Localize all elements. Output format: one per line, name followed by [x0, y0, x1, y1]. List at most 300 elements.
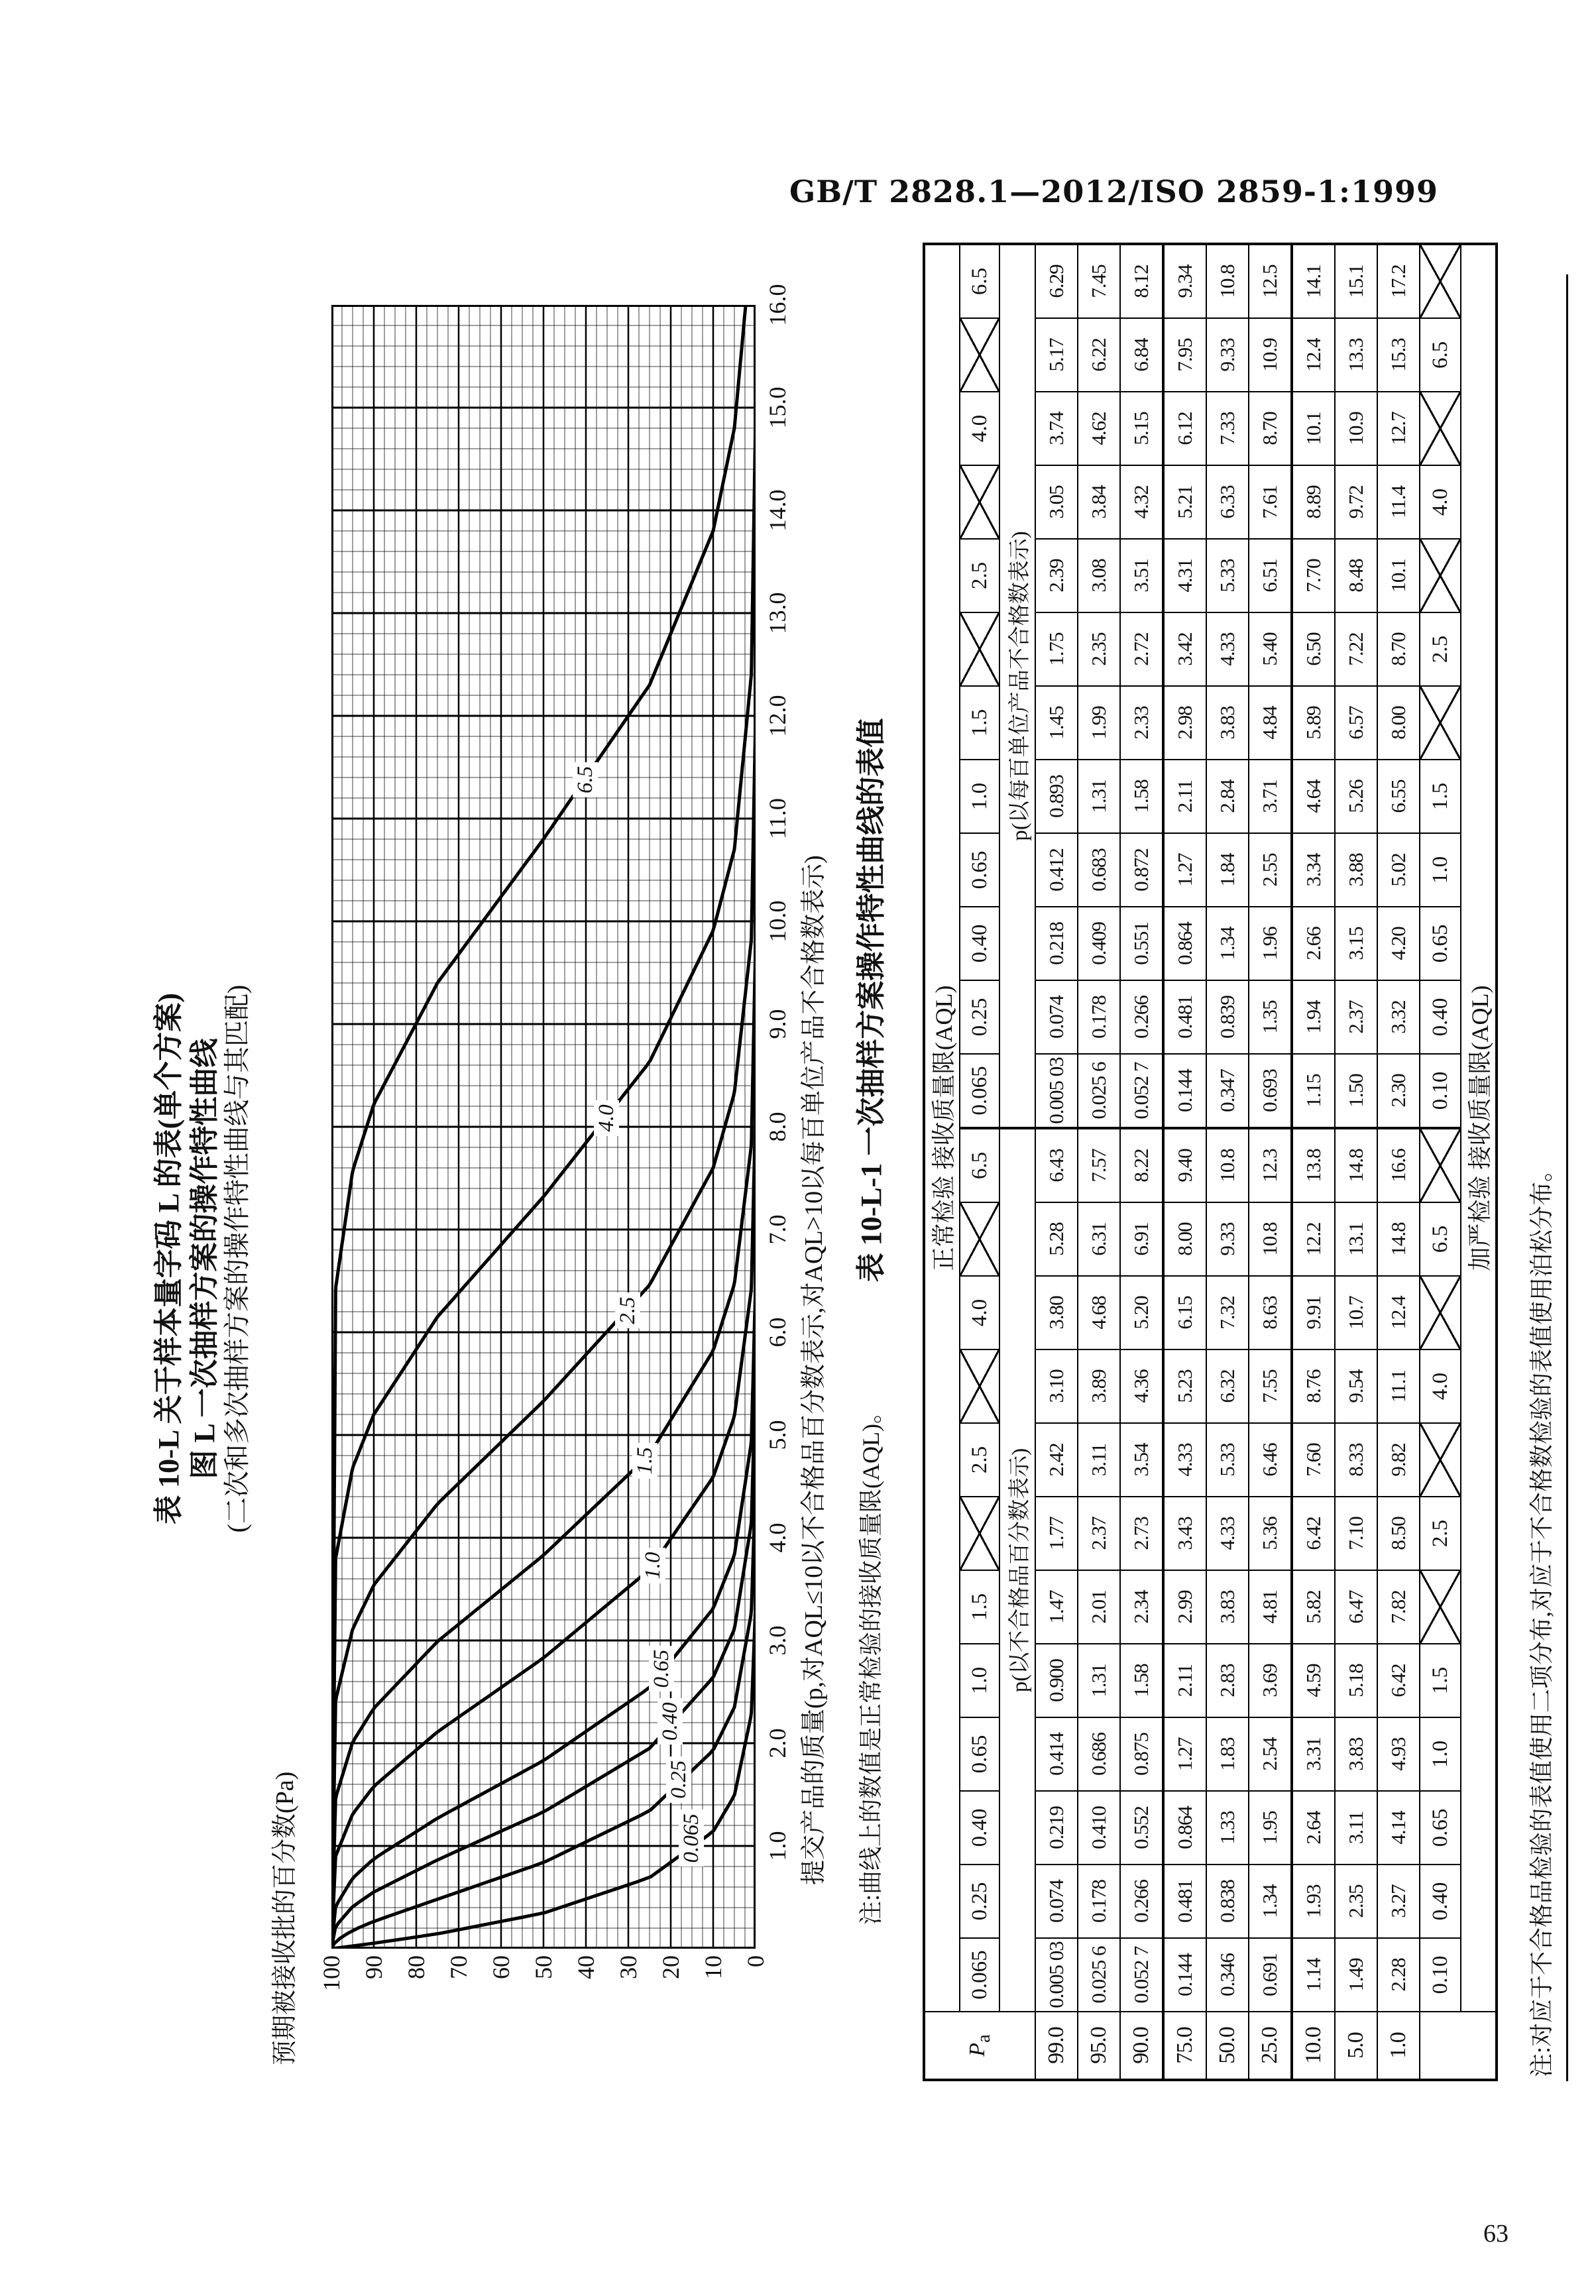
- oc-value-cell: 0.691: [1249, 1938, 1292, 2012]
- x-axis-caption: 提交产品的质量(p,对AQL≤10以不合格品百分数表示,对AQL>10以每百单位产品不合格数表示): [800, 855, 828, 1885]
- x-tick-label: 9.0: [764, 1009, 791, 1039]
- oc-value-cell: 12.3: [1249, 1128, 1292, 1202]
- oc-value-cell: 0.218: [1035, 907, 1078, 980]
- y-tick-label: 20: [657, 1955, 684, 1979]
- oc-value-cell: 3.89: [1078, 1349, 1120, 1423]
- oc-value-cell: 2.84: [1206, 760, 1249, 833]
- normal-aql-cell: 6.5: [960, 1128, 999, 1202]
- oc-value-cell: 0.893: [1035, 760, 1078, 833]
- p-subheader: p(以不合格品百分数表示): [999, 1128, 1035, 2012]
- oc-value-cell: 1.58: [1120, 1644, 1163, 1717]
- oc-value-cell: 5.40: [1249, 612, 1292, 686]
- oc-value-cell: 7.95: [1163, 318, 1206, 392]
- oc-value-cell: 5.26: [1335, 760, 1377, 833]
- oc-values-table: [923, 243, 1498, 2081]
- oc-value-cell: 8.33: [1335, 1423, 1377, 1497]
- oc-value-cell: 4.14: [1377, 1791, 1420, 1865]
- oc-value-cell: 2.34: [1120, 1570, 1163, 1644]
- pa-row-label: 25.0: [1249, 2012, 1292, 2080]
- oc-value-cell: 12.2: [1292, 1202, 1335, 1276]
- oc-value-cell: 2.72: [1120, 612, 1163, 686]
- oc-value-cell: 0.481: [1163, 1865, 1206, 1938]
- oc-value-cell: 13.3: [1335, 318, 1377, 392]
- oc-value-cell: 7.45: [1078, 244, 1120, 318]
- x-tick-label: 8.0: [764, 1112, 791, 1142]
- oc-value-cell: 0.025 6: [1078, 1938, 1120, 2012]
- oc-value-cell: 4.36: [1120, 1349, 1163, 1423]
- oc-value-cell: 3.83: [1206, 1570, 1249, 1644]
- pa-row-label: 5.0: [1335, 2012, 1377, 2080]
- curve-label-2.5: 2.5: [615, 1292, 640, 1328]
- oc-value-cell: 0.864: [1163, 907, 1206, 980]
- normal-aql-cell: [960, 612, 999, 686]
- oc-value-cell: 4.31: [1163, 539, 1206, 612]
- oc-value-cell: 2.99: [1163, 1570, 1206, 1644]
- oc-value-cell: 3.31: [1292, 1717, 1335, 1791]
- oc-value-cell: 10.9: [1335, 392, 1377, 465]
- oc-value-cell: 3.11: [1078, 1423, 1120, 1497]
- oc-value-cell: 6.43: [1035, 1128, 1078, 1202]
- x-tick-label: 16.0: [764, 284, 791, 326]
- oc-value-cell: 15.3: [1377, 318, 1420, 392]
- oc-value-cell: 3.15: [1335, 907, 1377, 980]
- oc-value-cell: 9.34: [1163, 244, 1206, 318]
- normal-aql-cell: 1.0: [960, 1644, 999, 1717]
- oc-value-cell: 2.64: [1292, 1791, 1335, 1865]
- oc-value-cell: 3.34: [1292, 833, 1335, 907]
- oc-value-cell: 1.77: [1035, 1497, 1078, 1570]
- oc-value-cell: 4.68: [1078, 1276, 1120, 1349]
- normal-aql-cell: 6.5: [960, 244, 999, 318]
- normal-aql-cell: 0.65: [960, 1717, 999, 1791]
- oc-value-cell: 4.33: [1206, 612, 1249, 686]
- oc-value-cell: 14.1: [1292, 244, 1335, 318]
- oc-value-cell: 8.50: [1377, 1497, 1420, 1570]
- oc-value-cell: 0.052 7: [1120, 1938, 1163, 2012]
- oc-value-cell: 5.36: [1249, 1497, 1292, 1570]
- oc-value-cell: 7.82: [1377, 1570, 1420, 1644]
- oc-value-cell: 0.178: [1078, 1865, 1120, 1938]
- figure-title-line3: (二次和多次抽样方案的操作特性曲线与其匹配): [222, 984, 252, 1533]
- oc-table-wrap: [923, 243, 1498, 2081]
- x-tick-label: 6.0: [764, 1317, 791, 1348]
- oc-value-cell: 8.70: [1377, 612, 1420, 686]
- oc-value-cell: 7.22: [1335, 612, 1377, 686]
- oc-value-cell: 3.51: [1120, 539, 1163, 612]
- oc-value-cell: 0.864: [1163, 1791, 1206, 1865]
- normal-aql-cell: 0.065: [960, 1938, 999, 2012]
- curve-label-6.5: 6.5: [573, 762, 598, 797]
- tightened-aql-cell: 0.40: [1420, 980, 1461, 1054]
- oc-value-cell: 8.89: [1292, 465, 1335, 539]
- tightened-aql-cell: 6.5: [1420, 318, 1461, 392]
- oc-value-cell: 5.17: [1035, 318, 1078, 392]
- oc-value-cell: 0.005 03: [1035, 1938, 1078, 2012]
- oc-value-cell: 1.96: [1249, 907, 1292, 980]
- tightened-aql-cell: 0.65: [1420, 907, 1461, 980]
- oc-value-cell: 6.55: [1377, 760, 1420, 833]
- oc-value-cell: 7.33: [1206, 392, 1249, 465]
- oc-value-cell: 9.91: [1292, 1276, 1335, 1349]
- pa-row-label: 75.0: [1163, 2012, 1206, 2080]
- oc-curve-plot: [331, 305, 756, 1949]
- oc-value-cell: 7.32: [1206, 1276, 1249, 1349]
- oc-value-cell: 1.84: [1206, 833, 1249, 907]
- oc-value-cell: 1.83: [1206, 1717, 1249, 1791]
- oc-value-cell: 8.22: [1120, 1128, 1163, 1202]
- oc-value-cell: 5.89: [1292, 686, 1335, 760]
- oc-value-cell: 0.219: [1035, 1791, 1078, 1865]
- oc-value-cell: 3.11: [1335, 1791, 1377, 1865]
- oc-value-cell: 2.39: [1035, 539, 1078, 612]
- oc-value-cell: 4.59: [1292, 1644, 1335, 1717]
- curve-label-4.0: 4.0: [594, 1100, 619, 1135]
- oc-value-cell: 4.62: [1078, 392, 1120, 465]
- curve-label-0.065: 0.065: [679, 1809, 704, 1866]
- oc-value-cell: 1.75: [1035, 612, 1078, 686]
- oc-value-cell: 13.8: [1292, 1128, 1335, 1202]
- x-tick-label: 12.0: [764, 695, 791, 737]
- normal-aql-cell: 0.65: [960, 833, 999, 907]
- oc-value-cell: 12.7: [1377, 392, 1420, 465]
- tightened-aql-cell: [1420, 392, 1461, 465]
- normal-aql-cell: [960, 465, 999, 539]
- oc-value-cell: 1.95: [1249, 1791, 1292, 1865]
- oc-value-cell: 0.052 7: [1120, 1054, 1163, 1128]
- normal-inspection-header: 正常检验 接收质量限(AQL): [924, 244, 960, 2012]
- oc-value-cell: 1.34: [1249, 1865, 1292, 1938]
- oc-value-cell: 4.84: [1249, 686, 1292, 760]
- oc-value-cell: 2.98: [1163, 686, 1206, 760]
- oc-value-cell: 6.51: [1249, 539, 1292, 612]
- oc-value-cell: 3.27: [1377, 1865, 1420, 1938]
- oc-value-cell: 1.14: [1292, 1938, 1335, 2012]
- oc-value-cell: 0.410: [1078, 1791, 1120, 1865]
- x-tick-label: 14.0: [764, 489, 791, 532]
- oc-value-cell: 1.94: [1292, 980, 1335, 1054]
- normal-aql-cell: 0.40: [960, 1791, 999, 1865]
- oc-value-cell: 3.88: [1335, 833, 1377, 907]
- oc-value-cell: 4.81: [1249, 1570, 1292, 1644]
- oc-value-cell: 8.48: [1335, 539, 1377, 612]
- tightened-aql-cell: [1420, 1276, 1461, 1349]
- oc-value-cell: 0.409: [1078, 907, 1120, 980]
- curve-label-0.25: 0.25: [666, 1756, 691, 1803]
- pa-row-label: 50.0: [1206, 2012, 1249, 2080]
- oc-value-cell: 6.12: [1163, 392, 1206, 465]
- oc-value-cell: 17.2: [1377, 244, 1420, 318]
- pa-row-label: 10.0: [1292, 2012, 1335, 2080]
- oc-value-cell: 4.32: [1120, 465, 1163, 539]
- oc-value-cell: 0.074: [1035, 980, 1078, 1054]
- oc-value-cell: 8.12: [1120, 244, 1163, 318]
- oc-value-cell: 2.54: [1249, 1717, 1292, 1791]
- oc-value-cell: 5.23: [1163, 1349, 1206, 1423]
- oc-value-cell: 0.414: [1035, 1717, 1078, 1791]
- oc-value-cell: 4.33: [1163, 1423, 1206, 1497]
- page-number: 63: [1483, 2220, 1509, 2248]
- oc-value-cell: 0.074: [1035, 1865, 1078, 1938]
- oc-value-cell: 0.005 03: [1035, 1054, 1078, 1128]
- x-tick-label: 5.0: [764, 1420, 791, 1450]
- oc-value-cell: 5.20: [1120, 1276, 1163, 1349]
- oc-value-cell: 6.29: [1035, 244, 1078, 318]
- x-tick-label: 15.0: [764, 386, 791, 429]
- oc-value-cell: 1.31: [1078, 760, 1120, 833]
- x-tick-label: 7.0: [764, 1214, 791, 1245]
- chart-note: 注:曲线上的数值是正常检验的接收质量限(AQL)。: [858, 1400, 884, 1925]
- oc-value-cell: 9.33: [1206, 318, 1249, 392]
- oc-value-cell: 6.31: [1078, 1202, 1120, 1276]
- oc-value-cell: 1.33: [1206, 1791, 1249, 1865]
- oc-value-cell: 9.82: [1377, 1423, 1420, 1497]
- oc-value-cell: 3.83: [1206, 686, 1249, 760]
- oc-value-cell: 5.02: [1377, 833, 1420, 907]
- normal-aql-cell: 0.25: [960, 980, 999, 1054]
- normal-aql-cell: 0.40: [960, 907, 999, 980]
- oc-value-cell: 10.1: [1377, 539, 1420, 612]
- y-tick-label: 80: [403, 1955, 429, 1979]
- oc-value-cell: 0.025 6: [1078, 1054, 1120, 1128]
- oc-value-cell: 0.839: [1206, 980, 1249, 1054]
- tightened-aql-cell: [1420, 1570, 1461, 1644]
- oc-value-cell: 0.144: [1163, 1054, 1206, 1128]
- tightened-aql-cell: 6.5: [1420, 1202, 1461, 1276]
- normal-aql-cell: 4.0: [960, 392, 999, 465]
- pa-row-label: 95.0: [1078, 2012, 1120, 2080]
- oc-value-cell: 5.33: [1206, 539, 1249, 612]
- normal-aql-cell: 4.0: [960, 1276, 999, 1349]
- x-tick-label: 10.0: [764, 900, 791, 943]
- oc-value-cell: 0.144: [1163, 1938, 1206, 2012]
- y-tick-label: 60: [488, 1955, 514, 1979]
- oc-value-cell: 6.33: [1206, 465, 1249, 539]
- tightened-aql-cell: 0.65: [1420, 1791, 1461, 1865]
- oc-value-cell: 2.35: [1335, 1865, 1377, 1938]
- oc-value-cell: 0.178: [1078, 980, 1120, 1054]
- tightened-aql-cell: [1420, 1128, 1461, 1202]
- oc-value-cell: 10.7: [1335, 1276, 1377, 1349]
- oc-value-cell: 1.47: [1035, 1570, 1078, 1644]
- oc-value-cell: 7.57: [1078, 1128, 1120, 1202]
- tightened-aql-cell: 4.0: [1420, 1349, 1461, 1423]
- tightened-aql-cell: [1420, 539, 1461, 612]
- y-tick-label: 40: [573, 1955, 599, 1979]
- oc-value-cell: 1.27: [1163, 833, 1206, 907]
- oc-value-cell: 7.55: [1249, 1349, 1292, 1423]
- x-tick-label: 13.0: [764, 592, 791, 634]
- oc-value-cell: 1.58: [1120, 760, 1163, 833]
- oc-value-cell: 3.71: [1249, 760, 1292, 833]
- oc-value-cell: 3.80: [1035, 1276, 1078, 1349]
- x-tick-label: 2.0: [764, 1728, 791, 1758]
- oc-value-cell: 8.70: [1249, 392, 1292, 465]
- figure-title-line2: 图 L 一次抽样方案的操作特性曲线: [188, 1038, 221, 1479]
- x-tick-label: 4.0: [764, 1522, 791, 1553]
- normal-aql-cell: 0.065: [960, 1054, 999, 1128]
- oc-value-cell: 6.46: [1249, 1423, 1292, 1497]
- oc-value-cell: 4.20: [1377, 907, 1420, 980]
- oc-value-cell: 12.4: [1292, 318, 1335, 392]
- tightened-aql-cell: 2.5: [1420, 1497, 1461, 1570]
- oc-value-cell: 2.37: [1078, 1497, 1120, 1570]
- pa-row-label: 1.0: [1377, 2012, 1420, 2080]
- oc-value-cell: 0.412: [1035, 833, 1078, 907]
- oc-value-cell: 1.31: [1078, 1644, 1120, 1717]
- table-title: 表 10-L-1 一次抽样方案操作特性曲线的表值: [855, 718, 887, 1283]
- oc-value-cell: 7.10: [1335, 1497, 1377, 1570]
- oc-value-cell: 3.05: [1035, 465, 1078, 539]
- oc-value-cell: 5.33: [1206, 1423, 1249, 1497]
- tightened-inspection-header: 加严检验 接收质量限(AQL): [1461, 244, 1497, 2012]
- oc-value-cell: 0.900: [1035, 1644, 1078, 1717]
- oc-value-cell: 0.481: [1163, 980, 1206, 1054]
- oc-value-cell: 11.4: [1377, 465, 1420, 539]
- y-tick-label: 10: [700, 1955, 726, 1979]
- normal-aql-cell: 2.5: [960, 1423, 999, 1497]
- curve-label-1.5: 1.5: [632, 1443, 657, 1478]
- y-tick-label: 50: [530, 1955, 557, 1979]
- y-tick-label: 30: [615, 1955, 642, 1979]
- oc-value-cell: 3.10: [1035, 1349, 1078, 1423]
- oc-value-cell: 6.91: [1120, 1202, 1163, 1276]
- tightened-aql-cell: [1420, 1423, 1461, 1497]
- curve-label-0.40: 0.40: [657, 1698, 683, 1745]
- normal-aql-cell: 1.0: [960, 760, 999, 833]
- oc-value-cell: 1.15: [1292, 1054, 1335, 1128]
- y-tick-label: 100: [318, 1955, 345, 1991]
- x-tick-label: 3.0: [764, 1625, 791, 1656]
- oc-value-cell: 2.42: [1035, 1423, 1078, 1497]
- oc-value-cell: 4.64: [1292, 760, 1335, 833]
- oc-value-cell: 1.49: [1335, 1938, 1377, 2012]
- tightened-aql-cell: 1.0: [1420, 833, 1461, 907]
- oc-value-cell: 14.8: [1335, 1128, 1377, 1202]
- oc-value-cell: 1.45: [1035, 686, 1078, 760]
- normal-aql-cell: [960, 1349, 999, 1423]
- normal-aql-cell: 1.5: [960, 1570, 999, 1644]
- oc-value-cell: 13.1: [1335, 1202, 1377, 1276]
- oc-value-cell: 9.72: [1335, 465, 1377, 539]
- oc-value-cell: 0.683: [1078, 833, 1120, 907]
- oc-value-cell: 2.35: [1078, 612, 1120, 686]
- oc-value-cell: 3.54: [1120, 1423, 1163, 1497]
- oc-value-cell: 16.6: [1377, 1128, 1420, 1202]
- oc-value-cell: 8.63: [1249, 1276, 1292, 1349]
- oc-value-cell: 5.18: [1335, 1644, 1377, 1717]
- oc-value-cell: 6.57: [1335, 686, 1377, 760]
- oc-value-cell: 2.55: [1249, 833, 1292, 907]
- oc-value-cell: 3.69: [1249, 1644, 1292, 1717]
- oc-value-cell: 0.346: [1206, 1938, 1249, 2012]
- p-subheader: p(以每百单位产品不合格数表示): [999, 244, 1035, 1128]
- oc-value-cell: 1.27: [1163, 1717, 1206, 1791]
- tightened-aql-cell: 1.5: [1420, 1644, 1461, 1717]
- oc-value-cell: 2.01: [1078, 1570, 1120, 1644]
- oc-value-cell: 3.84: [1078, 465, 1120, 539]
- oc-value-cell: 7.61: [1249, 465, 1292, 539]
- oc-value-cell: 2.11: [1163, 760, 1206, 833]
- tightened-aql-cell: 2.5: [1420, 612, 1461, 686]
- oc-value-cell: 2.30: [1377, 1054, 1420, 1128]
- oc-value-cell: 12.4: [1377, 1276, 1420, 1349]
- oc-value-cell: 10.8: [1206, 244, 1249, 318]
- pa-header-cell: $P_a$: [924, 2012, 1035, 2080]
- normal-aql-cell: [960, 1202, 999, 1276]
- oc-value-cell: 2.28: [1377, 1938, 1420, 2012]
- x-tick-label: 11.0: [764, 798, 791, 839]
- curve-label-1.0: 1.0: [640, 1548, 665, 1583]
- oc-value-cell: 6.47: [1335, 1570, 1377, 1644]
- normal-aql-cell: [960, 1497, 999, 1570]
- oc-value-cell: 0.693: [1249, 1054, 1292, 1128]
- oc-value-cell: 7.60: [1292, 1423, 1335, 1497]
- oc-value-cell: 4.93: [1377, 1717, 1420, 1791]
- oc-value-cell: 3.42: [1163, 612, 1206, 686]
- oc-value-cell: 0.266: [1120, 980, 1163, 1054]
- oc-value-cell: 10.8: [1206, 1128, 1249, 1202]
- oc-value-cell: 8.00: [1377, 686, 1420, 760]
- oc-value-cell: 2.73: [1120, 1497, 1163, 1570]
- oc-value-cell: 3.08: [1078, 539, 1120, 612]
- oc-value-cell: 6.42: [1377, 1644, 1420, 1717]
- tightened-aql-cell: [1420, 244, 1461, 318]
- oc-value-cell: 11.1: [1377, 1349, 1420, 1423]
- oc-value-cell: 1.99: [1078, 686, 1120, 760]
- oc-value-cell: 1.34: [1206, 907, 1249, 980]
- oc-value-cell: 6.50: [1292, 612, 1335, 686]
- oc-value-cell: 0.347: [1206, 1054, 1249, 1128]
- oc-value-cell: 6.42: [1292, 1497, 1335, 1570]
- figure-title-line1: 表 10-L 关于样本量字码 L 的表(单个方案): [152, 993, 185, 1524]
- table-note: 注:对应于不合格品检验的表值使用二项分布,对应于不合格数检验的表值使用泊松分布。: [1519, 274, 1568, 2081]
- tightened-aql-cell: [1420, 686, 1461, 760]
- y-axis-title: 预期被接收批的百分数(Pa): [271, 1771, 299, 2065]
- standard-number: GB/T 2828.1—2012/ISO 2859-1:1999: [789, 174, 1438, 209]
- oc-value-cell: 5.15: [1120, 392, 1163, 465]
- oc-value-cell: 6.15: [1163, 1276, 1206, 1349]
- oc-value-cell: 8.00: [1163, 1202, 1206, 1276]
- pa-row-label: 90.0: [1120, 2012, 1163, 2080]
- oc-value-cell: 2.83: [1206, 1644, 1249, 1717]
- oc-value-cell: 7.70: [1292, 539, 1335, 612]
- tightened-aql-cell: 4.0: [1420, 465, 1461, 539]
- tightened-aql-cell: 0.10: [1420, 1938, 1461, 2012]
- oc-value-cell: 12.5: [1249, 244, 1292, 318]
- normal-aql-cell: [960, 318, 999, 392]
- pa-row-label: 99.0: [1035, 2012, 1078, 2080]
- tightened-aql-cell: 1.5: [1420, 760, 1461, 833]
- oc-value-cell: 5.21: [1163, 465, 1206, 539]
- oc-value-cell: 2.37: [1335, 980, 1377, 1054]
- normal-aql-cell: 2.5: [960, 539, 999, 612]
- oc-value-cell: 2.66: [1292, 907, 1335, 980]
- oc-value-cell: 6.32: [1206, 1349, 1249, 1423]
- tightened-aql-cell: 0.40: [1420, 1865, 1461, 1938]
- curve-label-0.65: 0.65: [649, 1646, 674, 1692]
- oc-value-cell: 9.54: [1335, 1349, 1377, 1423]
- oc-value-cell: 9.40: [1163, 1128, 1206, 1202]
- oc-value-cell: 2.33: [1120, 686, 1163, 760]
- oc-value-cell: 1.35: [1249, 980, 1292, 1054]
- oc-value-cell: 0.551: [1120, 907, 1163, 980]
- tightened-aql-cell: 0.10: [1420, 1054, 1461, 1128]
- oc-value-cell: 0.686: [1078, 1717, 1120, 1791]
- oc-value-cell: 10.9: [1249, 318, 1292, 392]
- normal-aql-cell: 1.5: [960, 686, 999, 760]
- oc-value-cell: 1.93: [1292, 1865, 1335, 1938]
- tightened-aql-cell: 1.0: [1420, 1717, 1461, 1791]
